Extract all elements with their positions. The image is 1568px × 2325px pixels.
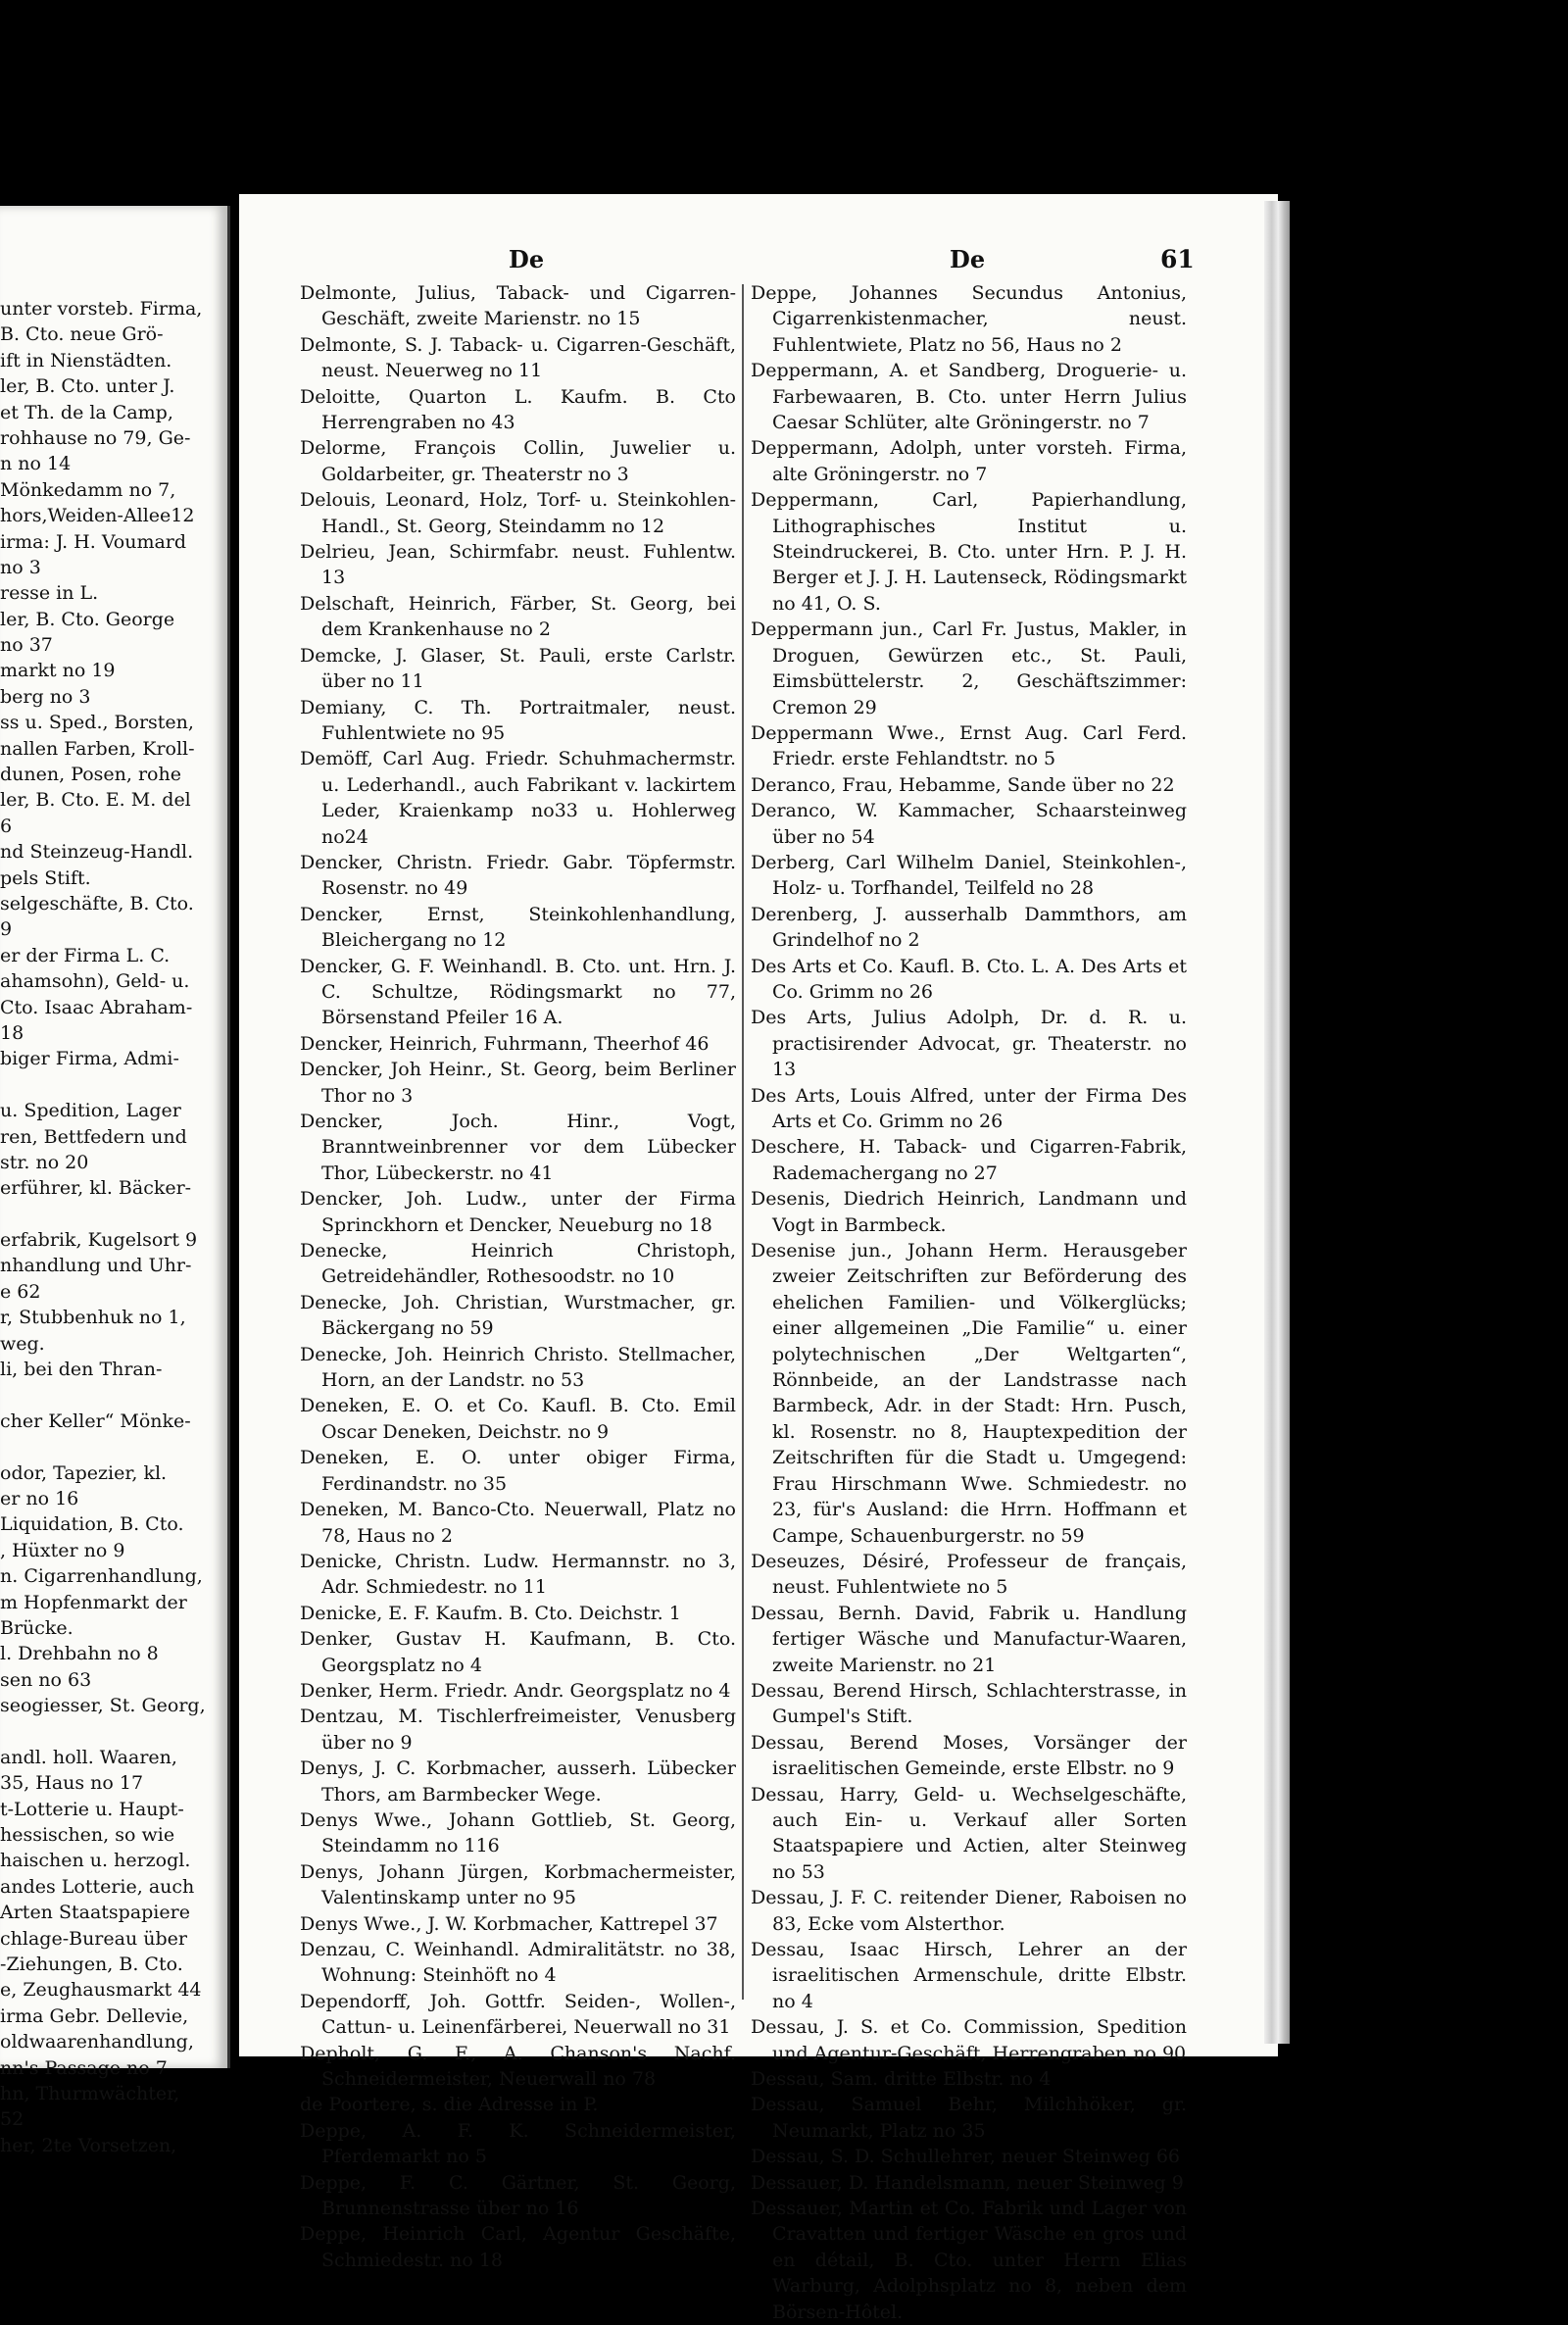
directory-entry: Deppe, A. F. K. Schneidermeister, Pferdemarkt no 5 [300,2119,736,2168]
left-fragment-line: , Hüxter no 9 [0,1539,125,1561]
left-fragment-line: pels Stift. [0,866,91,889]
directory-entry: Delmonte, Julius, Taback- und Cigarren-Geschäft, zweite Marienstr. no 15 [300,282,736,330]
directory-entry: Deneken, M. Banco-Cto. Neuerwall, Platz no 78, Haus no 2 [300,1499,736,1547]
directory-entry: Demcke, J. Glaser, St. Pauli, erste Carlstr. über no 11 [300,644,736,693]
left-fragment-line: er der Firma L. C. [0,944,171,966]
left-fragment-line: nhandlung und Uhr- [0,1255,192,1277]
left-fragment-line: markt no 19 [0,660,116,682]
directory-entry: Delmonte, S. J. Taback- u. Cigarren-Geschäft, neust. Neuerweg no 11 [300,333,736,382]
left-fragment-line: erführer, kl. Bäcker- [0,1177,192,1200]
directory-entry: Des Arts, Louis Alfred, unter der Firma Des Arts et Co. Grimm no 26 [751,1084,1187,1132]
left-fragment-line: oldwaarenhandlung, [0,2031,194,2053]
directory-entry: Dencker, Ernst, Steinkohlenhandlung, Bleichergang no 12 [300,903,736,952]
left-fragment-line: seogiesser, St. Georg, [0,1695,206,1717]
left-fragment-line: -Ziehungen, B. Cto. [0,1954,183,1975]
left-fragment-line: ler, B. Cto. George [0,608,175,630]
left-fragment-line [0,1202,220,1227]
left-fragment-line: weg. [0,1332,45,1355]
left-fragment-line: nallen Farben, Kroll- [0,737,195,760]
directory-entry: Deppermann Wwe., Ernst Aug. Carl Ferd. Friedr. erste Fehlandtstr. no 5 [751,721,1187,770]
directory-entry: Deseuzes, Désiré, Professeur de français, neust. Fuhlentwiete no 5 [751,1550,1187,1599]
left-fragment-line: ler, B. Cto. E. M. del [0,789,191,812]
left-fragment-line: li, bei den Thran- [0,1359,163,1381]
directory-entry: Denys Wwe., J. W. Korbmacher, Kattrepel 37 [300,1912,718,1935]
directory-entry: Desenise jun., Johann Herm. Herausgeber zweier Zeitschriften zur Beförderung des ehelichen Familien- und Völkerglücks; einer allgemeinen „Die Familie“ u. einer polytechnischen „Der Weltgarten“, Rönnbeide, an der Landstrasse nach Barmbeck, Adr. in der Stadt: Hrn. Pusch, kl. Rosenstr. no 8, Hauptexpedition der Zeitschriften für die Stadt u. Umgegend: Frau Hirschmann Wwe. Schmiedestr. no 23, für's Ausland: die Hrrn. Hoffmann et Campe, Schauenburgerstr. no 59 [751,1240,1187,1547]
directory-entry: Dessau, J. S. et Co. Commission, Spedition und Agentur-Geschäft, Herrengraben no 90 [751,2016,1187,2064]
left-fragment-line: Arten Staatspapiere [0,1902,190,1924]
directory-entry: Delschaft, Heinrich, Färber, St. Georg, bei dem Krankenhause no 2 [300,592,736,641]
directory-entry: Dessau, Berend Hirsch, Schlachterstrasse, in Gumpel's Stift. [751,1679,1187,1728]
left-fragment-line: no 3 [0,556,41,578]
left-fragment-line: ahamsohn), Geld- u. [0,970,190,993]
directory-column-left [300,280,736,2273]
left-fragment-line: Liquidation, B. Cto. [0,1513,184,1536]
directory-entry: Dencker, G. F. Weinhandl. B. Cto. unt. Hrn. J. C. Schultze, Rödingsmarkt no 77, Börsenstand Pfeiler 16 A. [300,955,736,1029]
left-fragment-line: haischen u. herzogl. [0,1850,191,1872]
directory-entry: Denicke, E. F. Kaufm. B. Cto. Deichstr. 1 [300,1602,681,1624]
left-fragment-line: 52 [0,2108,24,2131]
left-fragment-line: 9 [0,918,13,941]
directory-entry: Dessau, S. D. Schullehrer, neuer Steinweg 66 [751,2146,1181,2168]
directory-entry: Deranco, W. Kammacher, Schaarsteinweg über no 54 [751,800,1187,848]
directory-entry: Deppe, Johannes Secundus Antonius, Cigarrenkistenmacher, neust. Fuhlentwiete, Platz no 56, Haus no 2 [751,282,1187,356]
directory-column-right [751,280,1187,2325]
left-fragment-line: m Hopfenmarkt der [0,1591,187,1613]
left-fragment-line: irma Gebr. Dellevie, [0,2004,189,2027]
left-fragment-line: nd Steinzeug-Handl. [0,841,194,864]
left-fragment-line: r, Stubbenhuk no 1, [0,1307,186,1329]
left-fragment-line: odor, Tapezier, kl. [0,1461,168,1484]
directory-entry: Dencker, Christn. Friedr. Gabr. Töpfermstr. Rosenstr. no 49 [300,851,736,900]
left-fragment-line: u. Spedition, Lager [0,1100,181,1122]
directory-entry: Denys, Johann Jürgen, Korbmachermeister, Valentinskamp unter no 95 [300,1860,736,1909]
directory-entry: Dencker, Joh. Ludw., unter der Firma Sprinckhorn et Dencker, Neueburg no 18 [300,1188,736,1236]
left-fragment-line: dunen, Posen, rohe [0,764,181,786]
left-fragment-line: her, 2te Vorsetzen, [0,2134,177,2156]
left-fragment-line: ift in Nienstädten. [0,349,172,371]
directory-entry: Deneken, E. O. unter obiger Firma, Ferdinandstr. no 35 [300,1447,736,1495]
directory-entry: Denecke, Heinrich Christoph, Getreidehändler, Rothesoodstr. no 10 [300,1240,736,1288]
left-fragment-line: nn's Passage no 7 [0,2056,168,2079]
left-fragment-line [0,1072,220,1098]
directory-entry: Dessau, Bernh. David, Fabrik u. Handlung fertiger Wäsche und Manufactur-Waaren, zweite Marienstr. no 21 [751,1602,1187,1676]
left-fragment-line [0,1434,220,1459]
left-fragment-line: resse in L. [0,582,99,605]
directory-entry: Derberg, Carl Wilhelm Daniel, Steinkohlen-, Holz- u. Torfhandel, Teilfeld no 28 [751,851,1187,900]
directory-entry: Denys, J. C. Korbmacher, ausserh. Lübecker Thors, am Barmbecker Wege. [300,1757,736,1806]
left-fragment-line: chlage-Bureau über [0,1927,187,1950]
directory-entry: Denys Wwe., Johann Gottlieb, St. Georg, Steindamm no 116 [300,1808,736,1857]
directory-entry: Denzau, C. Weinhandl. Admiralitätstr. no 38, Wohnung: Steinhöft no 4 [300,1939,736,1987]
left-fragment-line: andes Lotterie, auch [0,1875,195,1898]
left-fragment-line: l. Drehbahn no 8 [0,1643,159,1665]
directory-entry: Dencker, Joch. Hinr., Vogt, Branntweinbrenner vor dem Lübecker Thor, Lübeckerstr. no 41 [300,1111,736,1184]
directory-entry: Depholt, G. F., A. Chanson's Nachf. Schneidermeister, Neuerwall no 78 [300,2042,736,2091]
column-divider [742,284,744,2000]
left-fragment-line: erfabrik, Kugelsort 9 [0,1229,198,1252]
left-fragment-line: rohhause no 79, Ge- [0,426,191,449]
left-fragment-line: andl. holl. Waaren, [0,1746,177,1768]
directory-entry: Des Arts et Co. Kaufl. B. Cto. L. A. Des Arts et Co. Grimm no 26 [751,955,1187,1003]
directory-entry: Dessau, Isaac Hirsch, Lehrer an der israelitischen Armenschule, dritte Elbstr. no 4 [751,1939,1187,2012]
directory-entry: Deppermann, A. et Sandberg, Droguerie- u. Farbewaaren, B. Cto. unter Herrn Julius Caesar Schlüter, alte Gröningerstr. no 7 [751,360,1187,434]
directory-entry: Demöff, Carl Aug. Friedr. Schuhmachermstr. u. Lederhandl., auch Fabrikant v. lackirtem Leder, Kraienkamp no33 u. Hohlerweg no24 [300,748,736,848]
directory-entry: Deloitte, Quarton L. Kaufm. B. Cto Herrengraben no 43 [300,385,736,434]
directory-entry: Denker, Herm. Friedr. Andr. Georgsplatz no 4 [300,1679,731,1702]
left-fragment-line: 18 [0,1021,24,1044]
page-number: 61 [1160,245,1195,273]
directory-entry: Deneken, E. O. et Co. Kaufl. B. Cto. Emil Oscar Deneken, Deichstr. no 9 [300,1395,736,1443]
directory-entry: Dessau, Sam. dritte Elbstr. no 4 [751,2068,1052,2091]
directory-entry: Dessauer, Martin et Co. Fabrik und Lager von Cravatten und fertiger Wäsche en gros und en détail, B. Cto. unter Herrn Elias Warburg, Adolphsplatz no 8, neben dem Börsen-Hôtel. [751,2198,1187,2323]
left-fragment-line: ss u. Sped., Borsten, [0,712,194,734]
directory-entry: Dentzau, M. Tischlerfreimeister, Venusberg über no 9 [300,1706,736,1754]
left-fragment-line [0,1382,220,1408]
left-page-text [0,296,220,2158]
left-fragment-line: t-Lotterie u. Haupt- [0,1798,184,1820]
running-head-right: De [950,245,986,273]
directory-entry: Delorme, François Collin, Juwelier u. Goldarbeiter, gr. Theaterstr no 3 [300,437,736,485]
left-page [0,206,230,2156]
directory-entry: Deranco, Frau, Hebamme, Sande über no 22 [751,773,1175,796]
directory-entry: Dencker, Heinrich, Fuhrmann, Theerhof 46 [300,1032,710,1055]
left-fragment-line: irma: J. H. Voumard [0,530,187,553]
running-head-left: De [509,245,545,273]
left-fragment-line: et Th. de la Camp, [0,401,173,423]
directory-entry: Deppermann, Adolph, unter vorsteh. Firma, alte Gröningerstr. no 7 [751,437,1187,485]
directory-entry: Des Arts, Julius Adolph, Dr. d. R. u. practisirender Advocat, gr. Theaterstr. no 13 [751,1007,1187,1081]
left-fragment-line: berg no 3 [0,685,91,708]
directory-entry: Dessau, Samuel Behr, Milchhöker, gr. Neumarkt, Platz no 35 [751,2094,1187,2142]
left-fragment-line: str. no 20 [0,1151,89,1173]
left-fragment-line: Cto. Isaac Abraham- [0,996,193,1018]
directory-entry: Delrieu, Jean, Schirmfabr. neust. Fuhlentw. 13 [300,541,736,589]
directory-entry: Deppe, Heinrich Carl, Agentur Geschäfte, Schmiedestr. no 18 [300,2223,736,2271]
directory-entry: Deppermann, Carl, Papierhandlung, Lithographisches Institut u. Steindruckerei, B. Cto. unter Hrn. P. J. H. Berger et J. J. H. Lautenseck, Rödingsmarkt no 41, O. S. [751,489,1187,615]
directory-entry: de Poortere, s. die Adresse in P. [300,2094,599,2116]
left-fragment-line: hors,Weiden-Allee12 [0,505,195,527]
left-fragment-line: 35, Haus no 17 [0,1772,144,1795]
left-fragment-line: Mönkedamm no 7, [0,478,176,501]
left-fragment-line: sen no 63 [0,1668,92,1691]
directory-entry: Derenberg, J. ausserhalb Dammthors, am Grindelhof no 2 [751,903,1187,952]
left-fragment-line: biger Firma, Admi- [0,1048,179,1070]
directory-entry: Demiany, C. Th. Portraitmaler, neust. Fuhlentwiete no 95 [300,696,736,744]
page-edge [1264,201,1290,2044]
left-fragment-line: n no 14 [0,453,72,475]
directory-entry: Denecke, Joh. Heinrich Christo. Stellmacher, Horn, an der Landstr. no 53 [300,1343,736,1392]
left-fragment-line: unter vorsteb. Firma, [0,298,203,320]
left-fragment-line: e, Zeughausmarkt 44 [0,1979,202,2002]
left-fragment-line: ler, B. Cto. unter J. [0,375,175,398]
left-fragment-line: hn, Thurmwächter, [0,2082,180,2104]
left-fragment-line: e 62 [0,1280,41,1303]
left-fragment-line: selgeschäfte, B. Cto. [0,892,194,915]
left-fragment-line: er no 16 [0,1487,79,1509]
directory-entry: Desenis, Diedrich Heinrich, Landmann und Vogt in Barmbeck. [751,1188,1187,1236]
directory-entry: Delouis, Leonard, Holz, Torf- u. Steinkohlen-Handl., St. Georg, Steindamm no 12 [300,489,736,537]
directory-entry: Dessau, Harry, Geld- u. Wechselgeschäfte, auch Ein- u. Verkauf aller Sorten Staatspapiere und Actien, alter Steinweg no 53 [751,1783,1187,1883]
right-page [239,194,1278,2323]
directory-entry: Denker, Gustav H. Kaufmann, B. Cto. Georgsplatz no 4 [300,1628,736,1676]
left-fragment-line: 6 [0,815,13,837]
left-fragment-line: ren, Bettfedern und [0,1125,187,1148]
left-fragment-line [0,1718,220,1744]
directory-entry: Dencker, Joh Heinr., St. Georg, beim Berliner Thor no 3 [300,1059,736,1107]
directory-entry: Deppe, F. C. Gärtner, St. Georg, Brunnenstrasse über no 16 [300,2171,736,2220]
directory-entry: Deppermann jun., Carl Fr. Justus, Makler, in Droguen, Gewürzen etc., St. Pauli, Eimsbüttelerstr. 2, Geschäftszimmer: Cremon 29 [751,618,1187,718]
directory-entry: Dependorff, Joh. Gottfr. Seiden-, Wollen-, Cattun- u. Leinenfärberei, Neuerwall no 31 [300,1990,736,2039]
left-fragment-line: B. Cto. neue Grö- [0,323,164,346]
left-fragment-line: n. Cigarrenhandlung, [0,1565,203,1588]
directory-entry: Denecke, Joh. Christian, Wurstmacher, gr. Bäckergang no 59 [300,1291,736,1340]
left-fragment-line: hessischen, so wie [0,1824,175,1847]
left-fragment-line: cher Keller“ Mönke- [0,1410,191,1432]
directory-entry: Dessauer, D. Handelsmann, neuer Steinweg 9 [751,2171,1184,2194]
directory-entry: Deschere, H. Taback- und Cigarren-Fabrik, Rademachergang no 27 [751,1136,1187,1184]
directory-entry: Denicke, Christn. Ludw. Hermannstr. no 3, Adr. Schmiedestr. no 11 [300,1550,736,1599]
left-fragment-line: no 37 [0,634,53,657]
directory-entry: Dessau, Berend Moses, Vorsänger der israelitischen Gemeinde, erste Elbstr. no 9 [751,1731,1187,1780]
directory-entry: Dessau, J. F. C. reitender Diener, Raboisen no 83, Ecke vom Alsterthor. [751,1887,1187,1935]
left-fragment-line: Brücke. [0,1616,74,1639]
